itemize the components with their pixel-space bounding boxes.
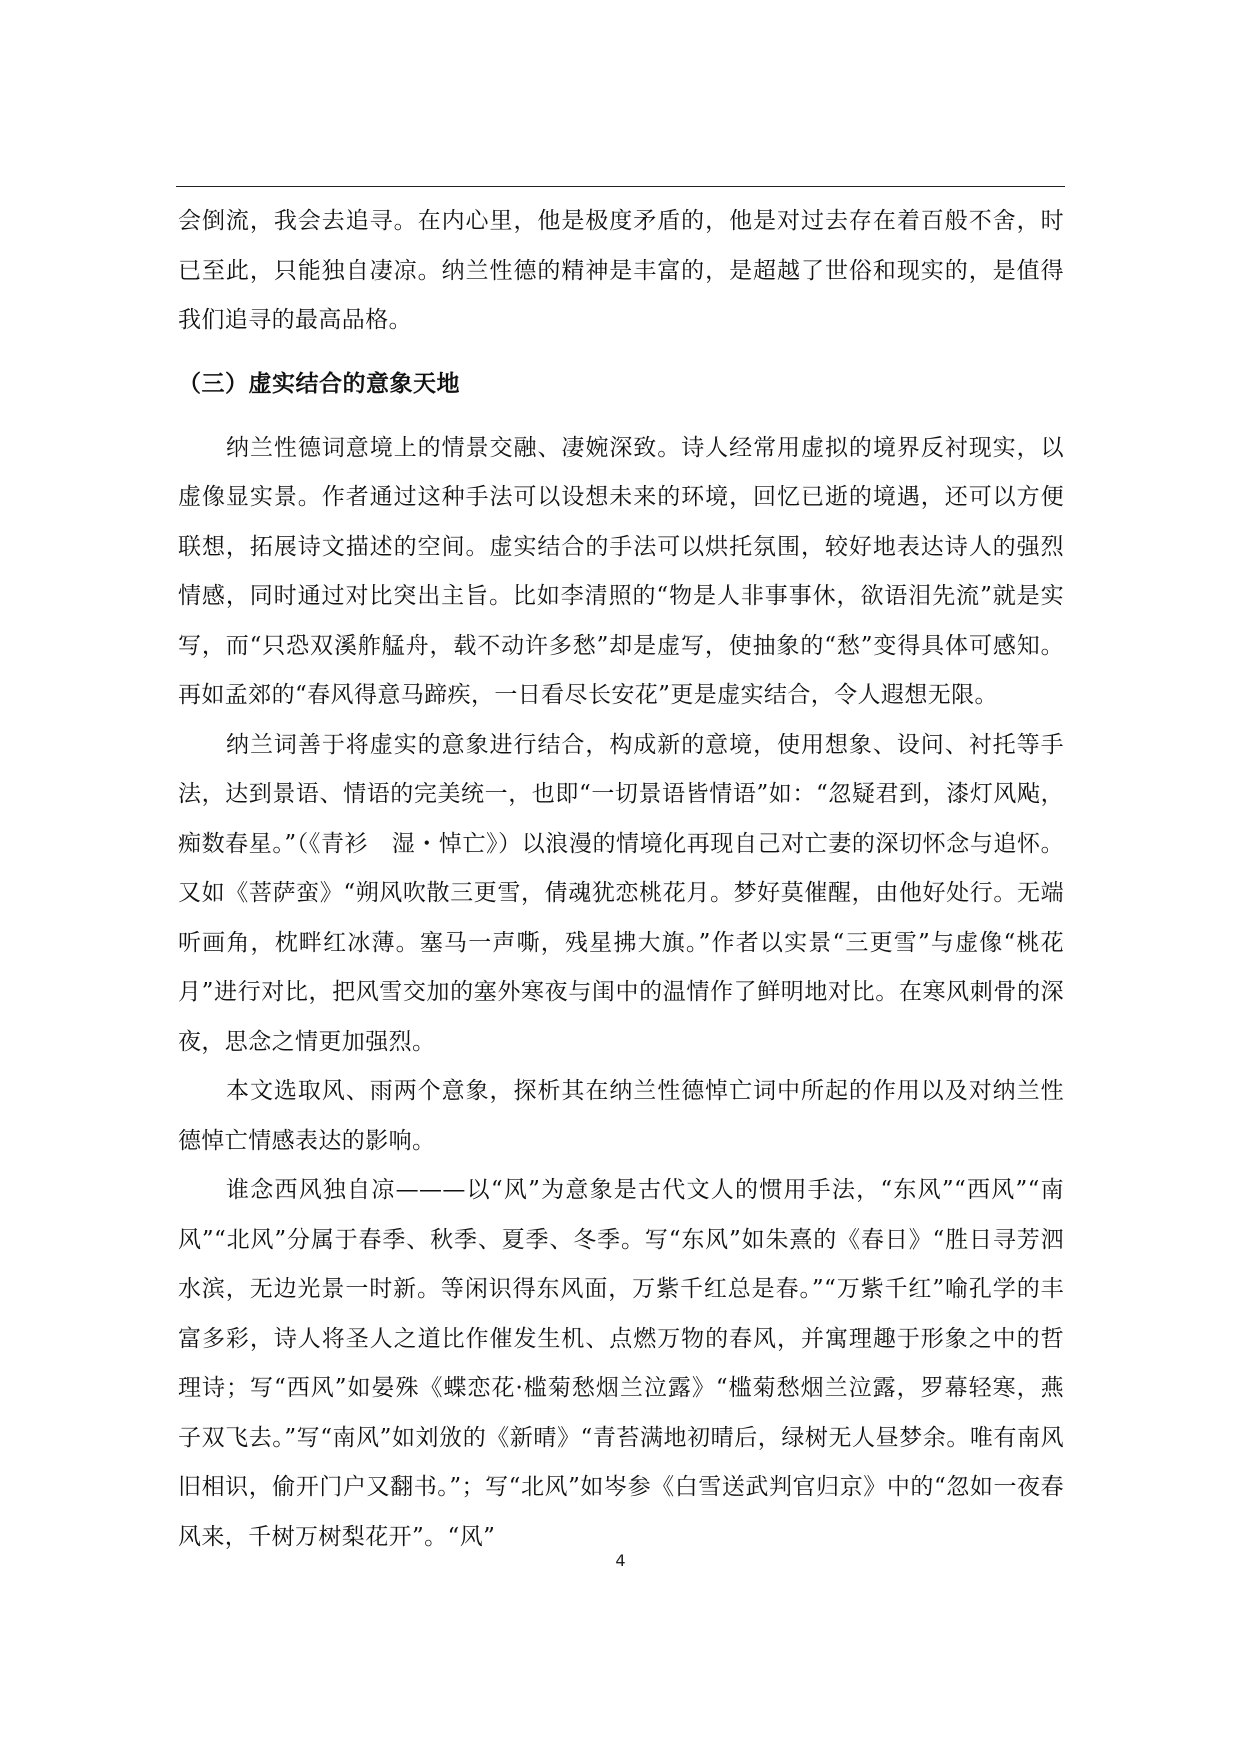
paragraph-continued: 会倒流，我会去追寻。在内心里，他是极度矛盾的，他是对过去存在着百般不舍，时已至此，只能独自凄凉。纳兰性德的精神是丰富的，是超越了世俗和现实的，是值得我们追寻的最高品格。 [178,208,1064,333]
paragraph-3: 本文选取风、雨两个意象，探析其在纳兰性德悼亡词中所起的作用以及对纳兰性德悼亡情感表达的影响。 [178,1078,1064,1154]
document-body [178,197,1064,1562]
paragraph-1: 纳兰性德词意境上的情景交融、凄婉深致。诗人经常用虚拟的境界反衬现实，以虚像显实景。作者通过这种手法可以设想未来的环境，回忆已逝的境遇，还可以方便联想，拓展诗文描述的空间。虚实结合的手法可以烘托氛围，较好地表达诗人的强烈情感，同时通过对比突出主旨。比如李清照的“物是人非事事休，欲语泪先流”就是实写，而“只恐双溪舴艋舟，载不动许多愁”却是虚写，使抽象的“愁”变得具体可感知。再如孟郊的“春风得意马蹄疾，一日看尽长安花”更是虚实结合，令人遐想无限。 [178,434,1064,708]
section-heading: （三）虚实结合的意象天地 [178,370,460,397]
paragraph-4: 谁念西风独自凉———以“风”为意象是古代文人的惯用手法，“东风”“西风”“南风”“北风”分属于春季、秋季、夏季、冬季。写“东风”如朱熹的《春日》“胜日寻芳泗水滨，无边光景一时新。等闲识得东风面，万紫千红总是春。”“万紫千红”喻孔学的丰富多彩，诗人将圣人之道比作催发生机、点燃万物的春风，并寓理趣于形象之中的哲理诗；写“西风”如晏殊《蝶恋花·槛菊愁烟兰泣露》“槛菊愁烟兰泣露，罗幕轻寒，燕子双飞去。”写“南风”如刘攽的《新晴》“青苔满地初晴后，绿树无人昼梦余。唯有南风旧相识，偷开门户又翻书。”；写“北风”如岑参《白雪送武判官归京》中的“忽如一夜春风来，千树万树梨花开”。“风” [178,1177,1064,1550]
paragraph-2: 纳兰词善于将虚实的意象进行结合，构成新的意境，使用想象、设问、衬托等手法，达到景语、情语的完美统一，也即“一切景语皆情语”如：“忽疑君到，漆灯风飐，痴数春星。”（《青衫 湿・悼亡》）以浪漫的情境化再现自己对亡妻的深切怀念与追怀。又如《菩萨蛮》“朔风吹散三更雪，倩魂犹恋桃花月。梦好莫催醒，由他好处行。无端听画角，枕畔红冰薄。塞马一声嘶，残星拂大旗。”作者以实景“三更雪”与虚像“桃花月”进行对比，把风雪交加的塞外寒夜与闺中的温情作了鲜明地对比。在寒风刺骨的深夜，思念之情更加强烈。 [178,731,1064,1055]
page-number: 4 [615,1551,626,1570]
header-rule [176,186,1065,187]
